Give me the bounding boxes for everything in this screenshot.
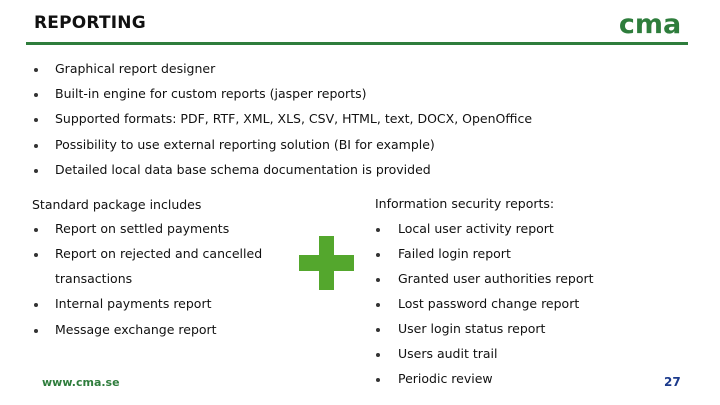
bullet-dot [34,303,38,307]
svg-text:cma: cma [618,9,682,40]
bullet-dot [34,68,38,72]
bullet-dot [34,253,38,257]
header-divider [26,42,688,45]
plus-icon-horizontal [299,255,354,271]
bullet-dot [376,353,380,357]
bullet-dot [376,303,380,307]
list-item: Detailed local data base schema documentation is provided [55,162,431,177]
page-number: 27 [664,375,681,389]
list-item: Local user activity report [398,221,554,236]
bullet-dot [376,253,380,257]
bullet-dot [376,378,380,382]
list-item: Built-in engine for custom reports (jasper reports) [55,86,367,101]
footer-url: www.cma.se [42,376,120,389]
list-item: Lost password change report [398,296,580,311]
list-item: Message exchange report [55,322,217,337]
bullet-dot [34,144,38,148]
bullet-dot [34,329,38,333]
list-item: Report on rejected and cancelled [55,246,263,261]
list-item-continuation: transactions [55,271,133,286]
list-item: Report on settled payments [55,221,230,236]
list-item: Supported formats: PDF, RTF, XML, XLS, CSV, HTML, text, DOCX, OpenOffice [55,111,533,126]
list-item: Granted user authorities report [398,271,594,286]
list-item: Failed login report [398,246,511,261]
list-item: Possibility to use external reporting solution (BI for example) [55,137,435,152]
list-item: User login status report [398,321,546,336]
cma-logo [612,5,688,41]
list-item: Users audit trail [398,346,498,361]
list-item: Periodic review [398,371,493,386]
page-title: REPORTING [34,13,146,33]
bullet-dot [34,228,38,232]
bullet-dot [34,93,38,97]
bullet-dot [376,228,380,232]
bullet-dot [376,328,380,332]
bullet-dot [34,169,38,173]
list-item: Graphical report designer [55,61,216,76]
standard-package-heading: Standard package includes [32,197,202,212]
bullet-dot [34,118,38,122]
security-reports-heading: Information security reports: [375,196,555,211]
bullet-dot [376,278,380,282]
list-item: Internal payments report [55,296,212,311]
